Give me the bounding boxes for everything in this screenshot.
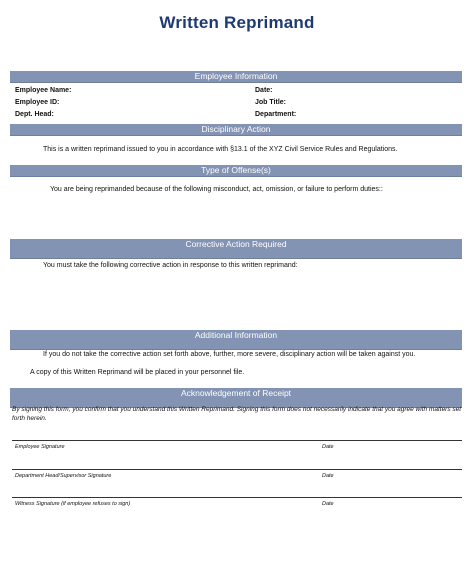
section-type-of-offenses: Type of Offense(s) — [10, 165, 462, 177]
employee-signature-label: Employee Signature — [15, 444, 65, 450]
witness-signature-label: Witness Signature (if employee refuses to sign) — [15, 501, 131, 507]
section-employee-information: Employee Information — [10, 71, 462, 83]
dept-head-label: Dept. Head: — [15, 111, 54, 118]
job-title-label: Job Title: — [255, 99, 286, 106]
additional-text-2: A copy of this Written Reprimand will be placed in your personnel file. — [30, 369, 245, 376]
section-additional-information: Additional Information — [10, 330, 462, 350]
section-corrective-action: Corrective Action Required — [10, 239, 462, 259]
supervisor-signature-line[interactable] — [12, 469, 462, 470]
employee-name-label: Employee Name: — [15, 87, 72, 94]
department-label: Department: — [255, 111, 297, 118]
employee-id-label: Employee ID: — [15, 99, 60, 106]
witness-signature-date-label: Date — [322, 501, 334, 507]
additional-text-1: If you do not take the corrective action set forth above, further, more severe, disciplinary action will be taken against you. — [43, 351, 416, 358]
employee-signature-line[interactable] — [12, 440, 462, 441]
offenses-text: You are being reprimanded because of the following misconduct, act, omission, or failure to perform duties:: — [50, 186, 383, 193]
employee-signature-date-label: Date — [322, 444, 334, 450]
date-label: Date: — [255, 87, 273, 94]
acknowledgement-text: By signing this form, you confirm that you understand this Written Reprimand. Signing this form does not necessarily indicate that you agree with matters set forth herein. — [12, 406, 462, 422]
section-acknowledgement-of-receipt: Acknowledgement of Receipt — [10, 388, 462, 408]
witness-signature-line[interactable] — [12, 497, 462, 498]
supervisor-signature-label: Department Head/Supervisor Signature — [15, 473, 112, 479]
corrective-text: You must take the following corrective action in response to this written reprimand: — [43, 262, 298, 269]
disciplinary-text: This is a written reprimand issued to you in accordance with §13.1 of the XYZ Civil Service Rules and Regulations. — [43, 146, 398, 153]
section-disciplinary-action: Disciplinary Action — [10, 124, 462, 136]
page-title: Written Reprimand — [159, 13, 315, 32]
supervisor-signature-date-label: Date — [322, 473, 334, 479]
